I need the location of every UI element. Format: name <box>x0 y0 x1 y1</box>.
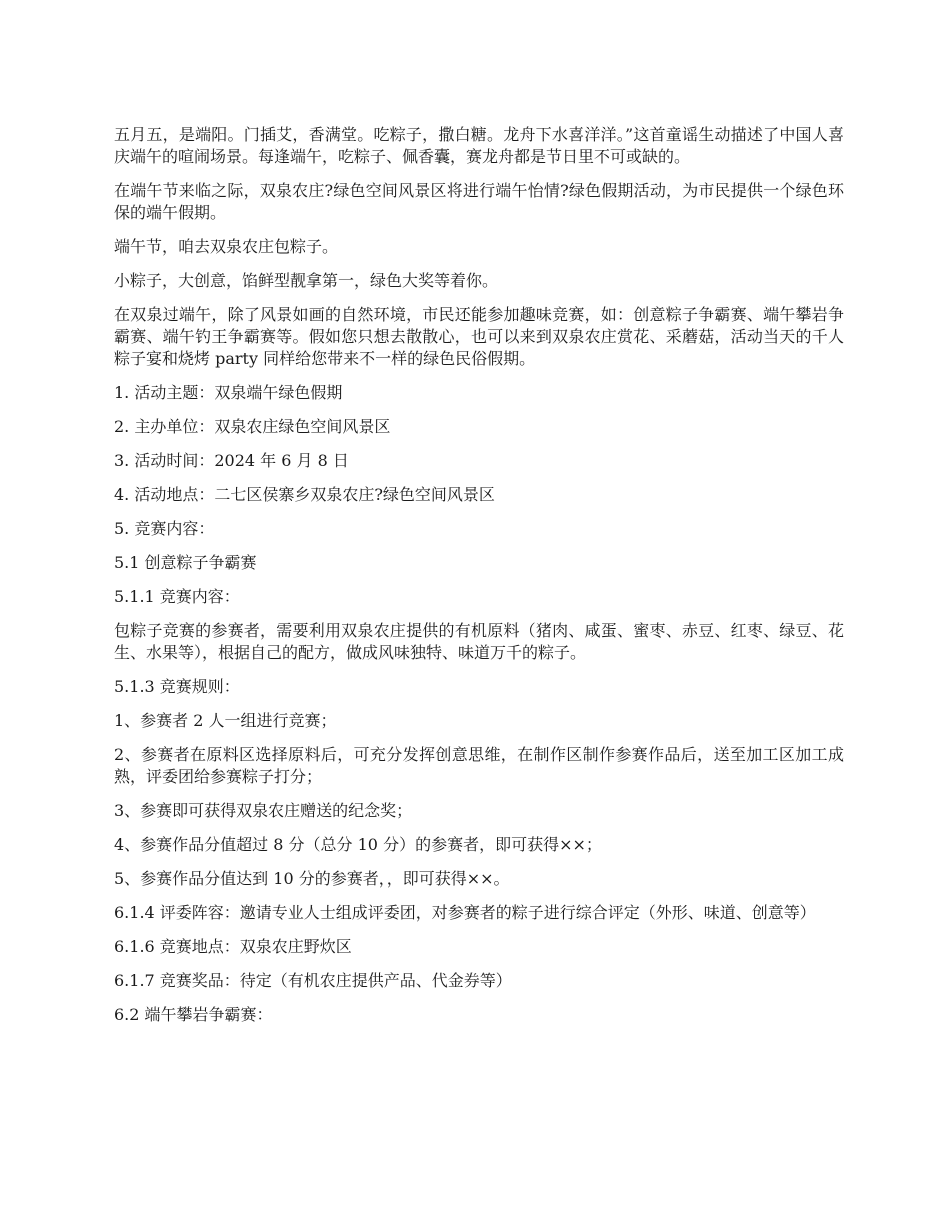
venue-paragraph: 6.1.6 竞赛地点：双泉农庄野炊区 <box>114 937 352 956</box>
rule-item: 1、参赛者 2 人一组进行竞赛； <box>114 711 337 730</box>
competition-description-paragraph: 包粽子竞赛的参赛者，需要利用双泉农庄提供的有机原料（猪肉、咸蛋、蜜枣、赤豆、红枣、绿豆、花生、水果等），根据自己的配方，做成风味独特、味道万千的粽子。 <box>114 621 844 662</box>
document-page <box>114 124 844 1038</box>
list-item-competition: 5. 竞赛内容： <box>114 519 215 538</box>
list-item-location: 4. 活动地点：二七区侯寨乡双泉农庄?绿色空间风景区 <box>114 485 495 504</box>
list-item-organizer: 2. 主办单位：双泉农庄绿色空间风景区 <box>114 417 391 436</box>
prizes-paragraph: 6.1.7 竞赛奖品：待定（有机农庄提供产品、代金券等） <box>114 971 512 990</box>
section-heading: 5.1.3 竞赛规则： <box>114 677 240 696</box>
event-announcement-paragraph: 在端午节来临之际，双泉农庄?绿色空间风景区将进行端午怡情?绿色假期活动，为市民提供一个绿色环保的端午假期。 <box>114 181 844 222</box>
list-item-time: 3. 活动时间：2024 年 6 月 8 日 <box>114 451 349 470</box>
judges-paragraph: 6.1.4 评委阵容：邀请专业人士组成评委团，对参赛者的粽子进行综合评定（外形、味道、创意等） <box>114 903 816 922</box>
section-heading: 5.1.1 竞赛内容： <box>114 587 240 606</box>
intro-paragraph: 五月五，是端阳。门插艾，香满堂。吃粽子，撒白糖。龙舟下水喜洋洋。”这首童谣生动描述了中国人喜庆端午的喧闹场景。每逢端午，吃粽子、佩香囊，赛龙舟都是节日里不可或缺的。 <box>114 125 844 166</box>
section-heading: 5.1 创意粽子争霸赛 <box>114 553 257 572</box>
slogan-paragraph: 端午节，咱去双泉农庄包粽子。 <box>114 237 339 256</box>
list-item-theme: 1. 活动主题：双泉端午绿色假期 <box>114 383 343 402</box>
rule-item: 2、参赛者在原料区选择原料后，可充分发挥创意思维，在制作区制作参赛作品后，送至加工区加工成熟，评委团给参赛粽子打分； <box>114 745 844 786</box>
rule-item: 4、参赛作品分值超过 8 分（总分 10 分）的参赛者，即可获得××； <box>114 835 602 854</box>
activities-paragraph: 在双泉过端午，除了风景如画的自然环境，市民还能参加趣味竞赛，如：创意粽子争霸赛、端午攀岩争霸赛、端午钓王争霸赛等。假如您只想去散散心，也可以来到双泉农庄赏花、采蘑菇，活动当天的千人粽子宴和烧烤 party 同样给您带来不一样的绿色民俗假期。 <box>114 305 844 368</box>
section-heading: 6.2 端午攀岩争霸赛： <box>114 1005 273 1024</box>
slogan-paragraph: 小粽子，大创意，馅鲜型靓拿第一，绿色大奖等着你。 <box>114 271 499 290</box>
rule-item: 5、参赛作品分值达到 10 分的参赛者，，即可获得××。 <box>114 869 510 888</box>
rule-item: 3、参赛即可获得双泉农庄赠送的纪念奖； <box>114 801 413 820</box>
